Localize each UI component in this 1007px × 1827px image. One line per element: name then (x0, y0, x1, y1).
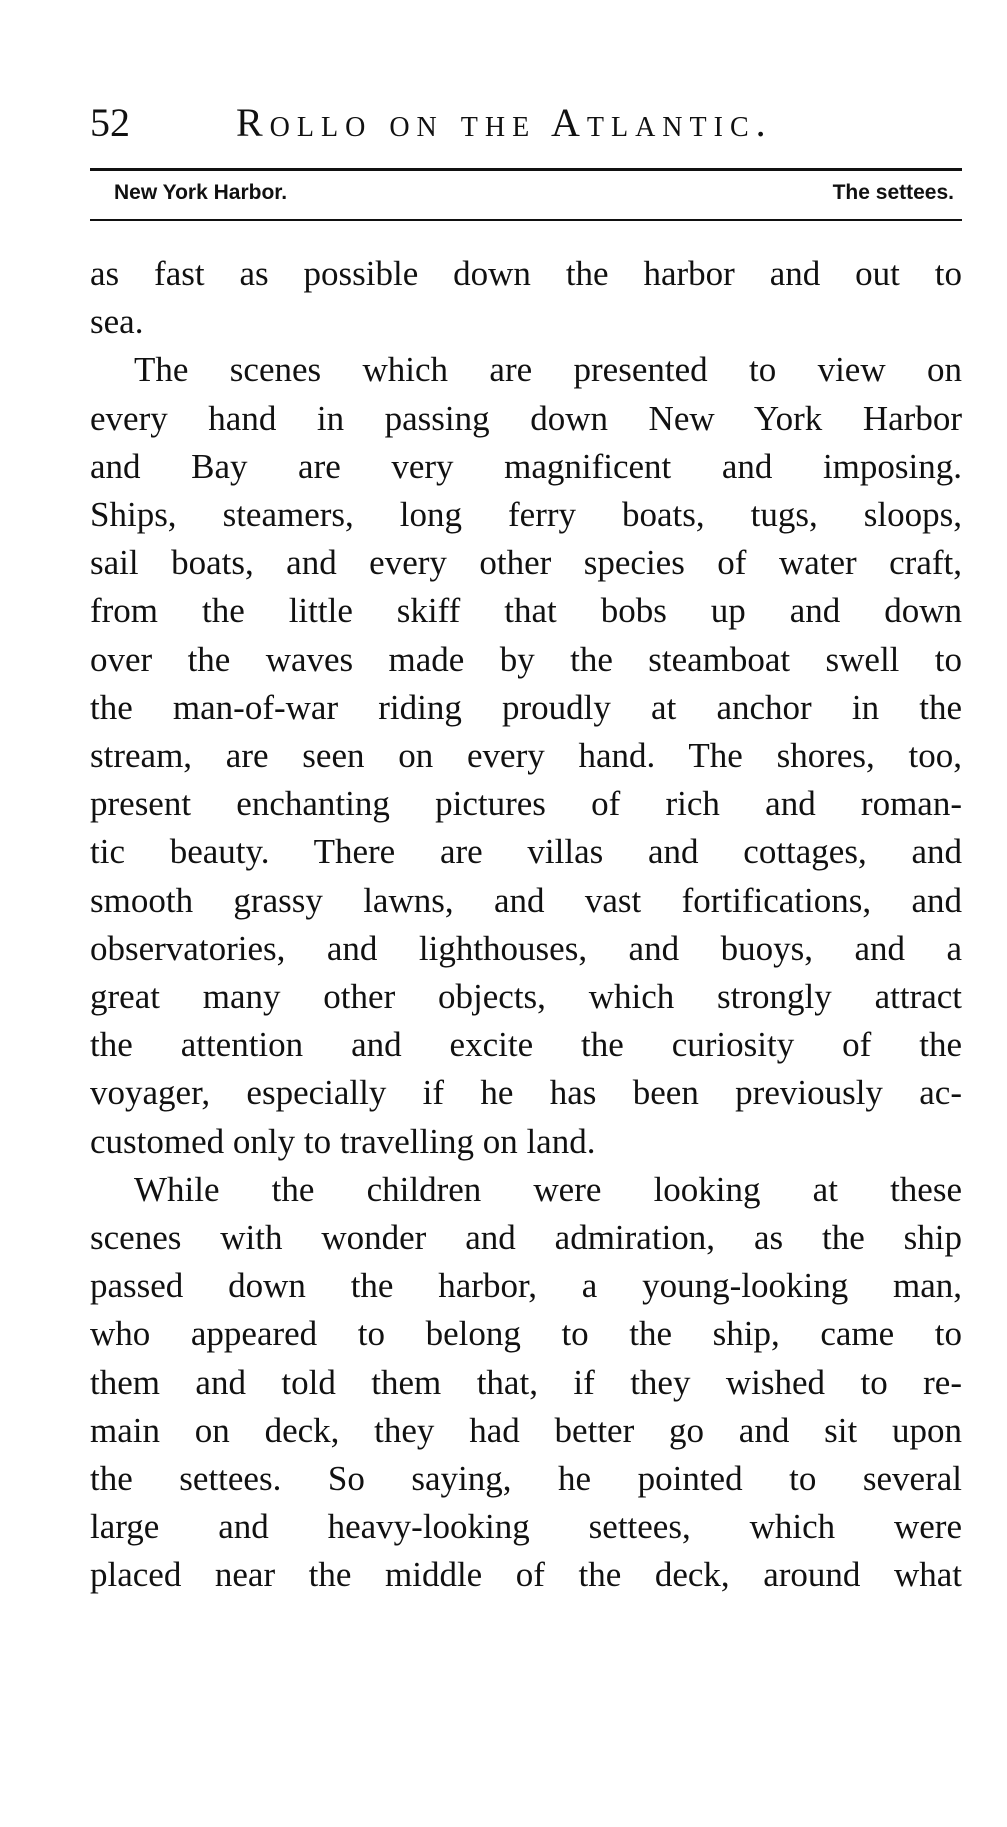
text-line: as fast as possible down the harbor and out to (90, 254, 962, 293)
text-line: While the children were looking at these (134, 1169, 962, 1209)
paragraph-3 (90, 1166, 962, 1600)
section-subhead (90, 178, 962, 208)
text-line: Ships, steamers, long ferry boats, tugs, sloops, (90, 495, 962, 535)
paragraph-1 (90, 250, 962, 346)
running-head (90, 98, 962, 148)
subhead-left-topic: New York Harbor. (114, 181, 288, 204)
text-line: the man-of-war riding proudly at anchor in the (90, 687, 962, 727)
header-rule-bottom (90, 219, 962, 221)
text-line: sea. (90, 302, 144, 342)
book-title: Rollo on the Atlantic. (236, 100, 773, 145)
text-line: customed only to travelling on land. (90, 1121, 596, 1161)
text-line: them and told them that, if they wished to re- (90, 1362, 962, 1402)
text-line: stream, are seen on every hand. The shores, too, (90, 736, 962, 776)
text-line: present enchanting pictures of rich and roman- (90, 784, 962, 824)
header-rule-top (90, 168, 962, 171)
text-line: smooth grassy lawns, and vast fortifications, and (90, 880, 962, 920)
body-text (90, 250, 962, 1600)
text-line: tic beauty. There are villas and cottages, and (90, 832, 962, 872)
text-line: placed near the middle of the deck, around what (90, 1555, 962, 1595)
text-line: observatories, and lighthouses, and buoys, and a (90, 928, 962, 968)
text-line: main on deck, they had better go and sit upon (90, 1410, 962, 1450)
text-line: scenes with wonder and admiration, as the ship (90, 1218, 962, 1258)
text-line: from the little skiff that bobs up and down (90, 591, 962, 631)
text-line: the settees. So saying, he pointed to several (90, 1459, 962, 1499)
text-line: passed down the harbor, a young-looking man, (90, 1266, 962, 1306)
paragraph-2 (90, 346, 962, 1165)
text-line: The scenes which are presented to view on (134, 350, 962, 390)
text-line: every hand in passing down New York Harbor (90, 398, 962, 438)
page-number: 52 (90, 100, 130, 145)
text-line: and Bay are very magnificent and imposing. (90, 446, 962, 486)
text-line: voyager, especially if he has been previously ac- (90, 1073, 962, 1113)
text-line: sail boats, and every other species of water craft, (90, 543, 962, 583)
text-line: over the waves made by the steamboat swell to (90, 639, 962, 679)
text-line: the attention and excite the curiosity of the (90, 1025, 962, 1065)
subhead-right-topic: The settees. (832, 181, 954, 204)
text-line: large and heavy-looking settees, which were (90, 1507, 962, 1547)
text-line: who appeared to belong to the ship, came to (90, 1314, 962, 1354)
text-line: great many other objects, which strongly attract (90, 977, 962, 1017)
